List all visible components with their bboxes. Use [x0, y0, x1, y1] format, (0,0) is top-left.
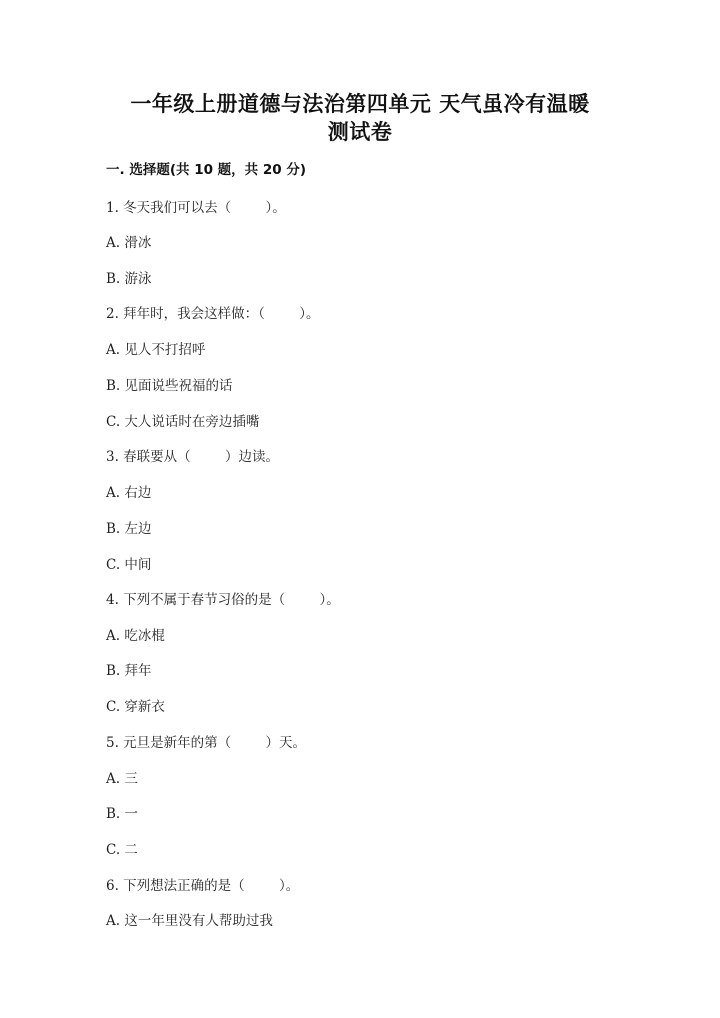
- question-2-stem: 2. 拜年时，我会这样做：（ ）。: [106, 306, 320, 322]
- question-3-option-a: A. 右边: [106, 485, 152, 501]
- question-3-stem: 3. 春联要从（ ）边读。: [106, 449, 280, 465]
- question-1-option-b: B. 游泳: [106, 271, 152, 287]
- question-5-option-c: C. 二: [106, 842, 138, 858]
- question-1-stem: 1. 冬天我们可以去（ ）。: [106, 200, 286, 216]
- question-4-option-a: A. 吃冰棍: [106, 628, 165, 644]
- page-title: 一年级上册道德与法治第四单元 天气虽冷有温暖: [130, 92, 590, 116]
- question-6-stem: 6. 下列想法正确的是（ ）。: [106, 878, 300, 894]
- question-6-option-a: A. 这一年里没有人帮助过我: [106, 913, 273, 929]
- question-2-option-a: A. 见人不打招呼: [106, 342, 206, 358]
- question-3-option-c: C. 中间: [106, 557, 152, 573]
- question-2-option-b: B. 见面说些祝福的话: [106, 378, 233, 394]
- question-2-option-c: C. 大人说话时在旁边插嘴: [106, 414, 260, 430]
- question-1-option-a: A. 滑冰: [106, 235, 152, 251]
- question-4-option-c: C. 穿新衣: [106, 699, 165, 715]
- question-3-option-b: B. 左边: [106, 521, 152, 537]
- question-4-stem: 4. 下列不属于春节习俗的是（ ）。: [106, 592, 340, 608]
- page-title-line-2: 测试卷: [327, 120, 393, 144]
- question-5-stem: 5. 元旦是新年的第（ ）天。: [106, 735, 307, 751]
- question-4-option-b: B. 拜年: [106, 663, 152, 679]
- question-5-option-b: B. 一: [106, 806, 139, 822]
- section-heading: 一. 选择题(共 10 题，共 20 分): [106, 162, 307, 178]
- question-5-option-a: A. 三: [106, 771, 138, 787]
